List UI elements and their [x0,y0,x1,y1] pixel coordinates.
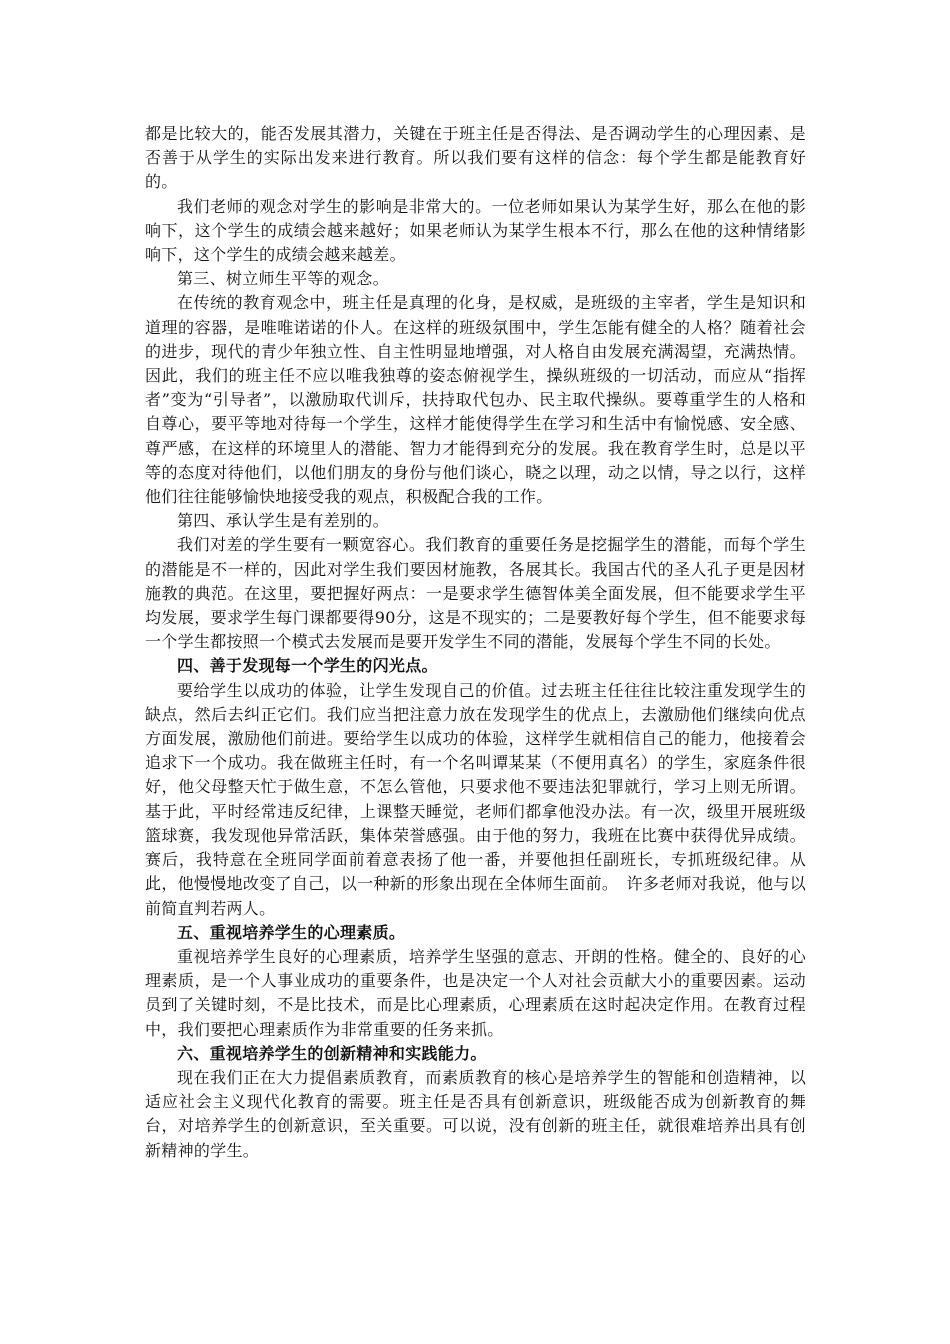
paragraph: 我们老师的观念对学生的影响是非常大的。一位老师如果认为某学生好，那么在他的影响下，这个学生的成绩会越来越好；如果老师认为某学生根本不行，那么在他的这种情绪影响下，这个学生的成绩会越来越差。 [145,196,806,265]
section-heading: 四、善于发现每一个学生的闪光点。 [177,656,438,676]
section-heading: 六、重视培养学生的创新精神和实践能力。 [177,1043,487,1063]
paragraph: 要给学生以成功的体验，让学生发现自己的价值。过去班主任往往比较注重发现学生的缺点，然后去纠正它们。我们应当把注意力放在发现学生的优点上，去激励他们继续向优点方面发展，激励他们前进。要给学生以成功的体验，这样学生就相信自己的能力，他接着会追求下一个成功。我在做班主任时，有一个名叫谭某某（不便用真名）的学生，家庭条件很好，他父母整天忙于做生意，不怎么管他，只要求他不要违法犯罪就行，学习上则无所谓。基于此，平时经常违反纪律，上课整天睡觉，老师们都拿他没办法。有一次，级里开展班级篮球赛，我发现他异常活跃，集体荣誉感强。由于他的努力，我班在比赛中获得优异成绩。赛后，我特意在全班同学面前着意表扬了他一番，并要他担任副班长，专抓班级纪律。从此，他慢慢地改变了自己，以一种新的形象出现在全体师生面前。 许多老师对我说，他与以前简直判若两人。 [145,680,806,918]
section-point: 第四、承认学生是有差别的。 [177,511,389,531]
section-point: 第三、树立师生平等的观念。 [177,269,389,289]
paragraph: 都是比较大的，能否发展其潜力，关键在于班主任是否得法、是否调动学生的心理因素、是否善于从学生的实际出发来进行教育。所以我们要有这样的信念：每个学生都是能教育好的。 [145,124,806,192]
document-body [145,122,806,1163]
paragraph: 重视培养学生良好的心理素质，培养学生坚强的意志、开朗的性格。健全的、良好的心理素质，是一个人事业成功的重要条件，也是决定一个人对社会贡献大小的重要因素。运动员到了关键时刻，不是比技术，而是比心理素质，心理素质在这时起决定作用。在教育过程中，我们要把心理素质作为非常重要的任务来抓。 [145,946,806,1039]
section-heading: 五、重视培养学生的心理素质。 [177,922,406,942]
paragraph: 在传统的教育观念中，班主任是真理的化身，是权威，是班级的主宰者，学生是知识和道理的容器，是唯唯诺诺的仆人。在这样的班级氛围中，学生怎能有健全的人格？随着社会的进步，现代的青少年独立性、自主性明显地增强，对人格自由发展充满渴望，充满热情。因此，我们的班主任不应以唯我独尊的姿态俯视学生，操纵班级的一切活动，而应从“指挥者”变为“引导者”，以激励取代训斥，扶持取代包办、民主取代操纵。要尊重学生的人格和自尊心，要平等地对待每一个学生，这样才能使得学生在学习和生活中有愉悦感、安全感、尊严感，在这样的环境里人的潜能、智力才能得到充分的发展。我在教育学生时，总是以平等的态度对待他们，以他们朋友的身份与他们谈心，晓之以理，动之以情，导之以行，这样他们往往能够愉快地接受我的观点，积极配合我的工作。 [145,293,806,507]
paragraph: 现在我们正在大力提倡素质教育，而素质教育的核心是培养学生的智能和创造精神，以适应社会主义现代化教育的需要。班主任是否具有创新意识，班级能否成为创新教育的舞台，对培养学生的创新意识，至关重要。可以说，没有创新的班主任，就很难培养出具有创新精神的学生。 [145,1067,806,1160]
paragraph: 我们对差的学生要有一颗宽容心。我们教育的重要任务是挖掘学生的潜能，而每个学生的潜能是不一样的，因此对学生我们要因材施教，各展其长。我国古代的圣人孔子更是因材施教的典范。在这里，要把握好两点：一是要求学生德智体美全面发展，但不能要求学生平均发展，要求学生每门课都要得90分，这是不现实的；二是要教好每个学生，但不能要求每一个学生都按照一个模式去发展而是要开发学生不同的潜能，发展每个学生不同的长处。 [145,535,806,652]
